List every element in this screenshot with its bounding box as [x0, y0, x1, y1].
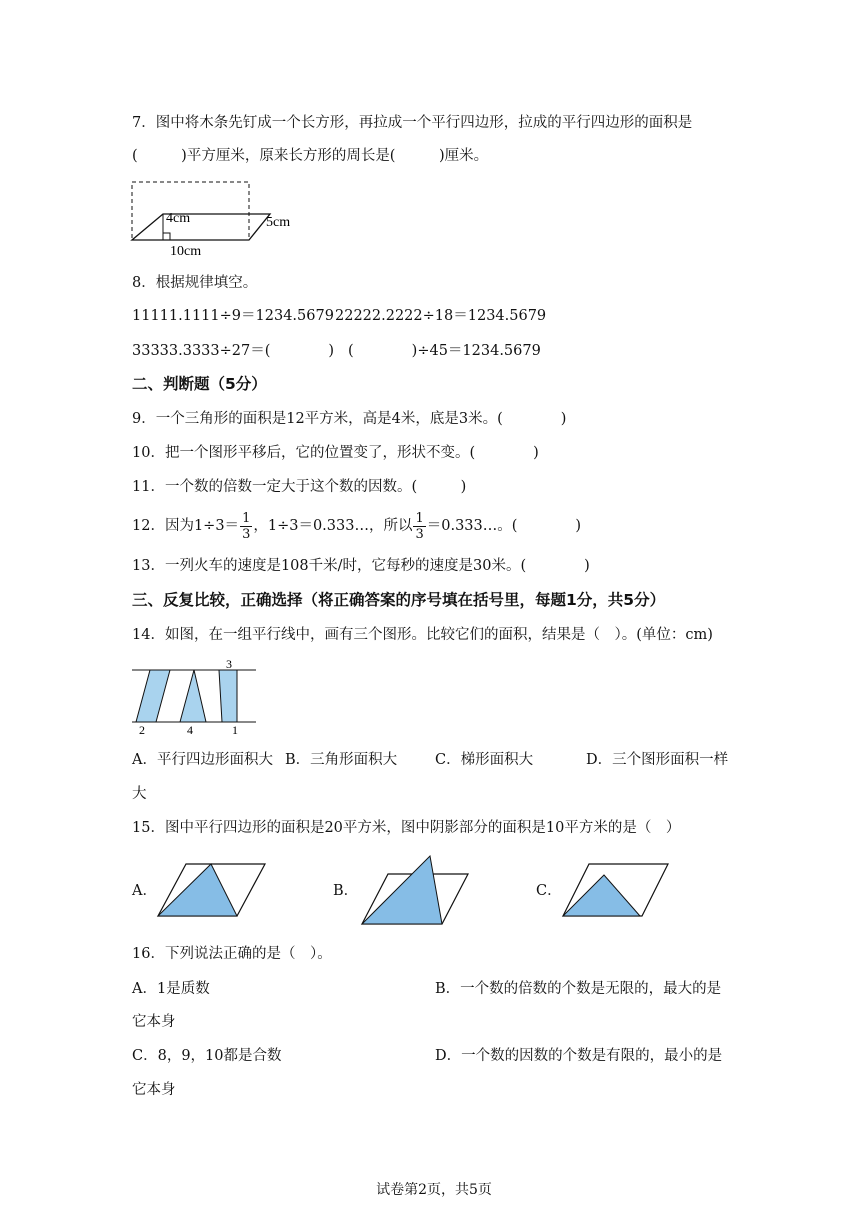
q7-height-label: 4cm — [166, 211, 191, 226]
q8-title: 8．根据规律填空。 — [132, 275, 258, 291]
q8-eq3: 33333.3333÷27＝( ) — [132, 343, 335, 359]
q16-option-b: B．一个数的倍数的个数是无限的，最大的是 — [435, 981, 722, 997]
q12-fraction-1-denominator: 3 — [242, 526, 251, 542]
q15-figure-a — [155, 860, 270, 920]
q14-option-d-cont: 大 — [132, 786, 147, 802]
q7-side-label: 5cm — [266, 215, 291, 230]
q16-option-d: D．一个数的因数的个数是有限的，最小的是 — [435, 1048, 723, 1064]
q14-figure — [130, 656, 260, 740]
q16-option-d-cont: 它本身 — [132, 1082, 176, 1098]
q14-stem: 14．如图，在一组平行线中，画有三个图形。比较它们的面积，结果是（ ）。(单位：cm) — [132, 627, 713, 643]
q16-option-c: C．8，9，10都是合数 — [132, 1048, 282, 1064]
q15-label-c: C． — [536, 883, 562, 899]
q15-label-b: B． — [333, 883, 359, 899]
q8-eq4: ( )÷45＝1234.5679 — [348, 343, 541, 359]
q16-option-b-cont: 它本身 — [132, 1014, 176, 1030]
q11: 11．一个数的倍数一定大于这个数的因数。( ) — [132, 479, 467, 495]
page-footer: 试卷第2页，共5页 — [376, 1182, 492, 1198]
q7-base-label: 10cm — [170, 244, 202, 259]
q7-line2: ( )平方厘米，原来长方形的周长是( )厘米。 — [132, 148, 489, 164]
q12 — [132, 509, 581, 543]
section2-title: 二、判断题（5分） — [132, 375, 267, 393]
q12-fraction-1-numerator: 1 — [242, 510, 251, 526]
q16-option-a: A．1是质数 — [132, 981, 210, 997]
q15-figure-c — [560, 860, 675, 920]
section3-title: 三、反复比较，正确选择（将正确答案的序号填在括号里，每题1分，共5分） — [132, 591, 666, 609]
q7-line1: 7．图中将木条先钉成一个长方形，再拉成一个平行四边形，拉成的平行四边形的面积是 — [132, 115, 693, 131]
q14-bottom-label-1: 2 — [139, 723, 145, 737]
q8-eq1: 11111.1111÷9＝1234.5679 — [132, 308, 334, 324]
q7-figure — [128, 178, 308, 258]
q14-option-a: A．平行四边形面积大 — [132, 752, 273, 768]
q12-mid: ，1÷3＝0.333…，所以 — [253, 518, 413, 534]
q12-fraction-2-numerator: 1 — [415, 510, 424, 526]
q8-eq2: 22222.2222÷18＝1234.5679 — [335, 308, 547, 324]
q14-option-c: C．梯形面积大 — [435, 752, 534, 768]
q16-stem: 16．下列说法正确的是（ ）。 — [132, 946, 332, 962]
q12-post: ＝0.333…。( ) — [426, 518, 582, 534]
q10: 10．把一个图形平移后，它的位置变了，形状不变。( ) — [132, 445, 539, 461]
q14-bottom-label-2: 4 — [187, 723, 193, 737]
q15-label-a: A． — [132, 883, 157, 899]
q9: 9．一个三角形的面积是12平方米，高是4米，底是3米。( ) — [132, 411, 567, 427]
q12-fraction-2-denominator: 3 — [415, 526, 424, 542]
q12-fraction-1 — [240, 511, 252, 542]
q15-stem: 15．图中平行四边形的面积是20平方米，图中阴影部分的面积是10平方米的是（ ） — [132, 820, 681, 836]
q14-bottom-label-3: 1 — [232, 723, 238, 737]
q14-option-b: B．三角形面积大 — [285, 752, 398, 768]
q14-top-label: 3 — [226, 657, 232, 671]
q12-fraction-2 — [413, 511, 425, 542]
q12-pre: 12．因为1÷3＝ — [132, 518, 240, 534]
q14-option-d: D．三个图形面积一样 — [586, 752, 729, 768]
q15-figure-b — [358, 852, 473, 928]
q13: 13．一列火车的速度是108千米/时，它每秒的速度是30米。( ) — [132, 558, 590, 574]
